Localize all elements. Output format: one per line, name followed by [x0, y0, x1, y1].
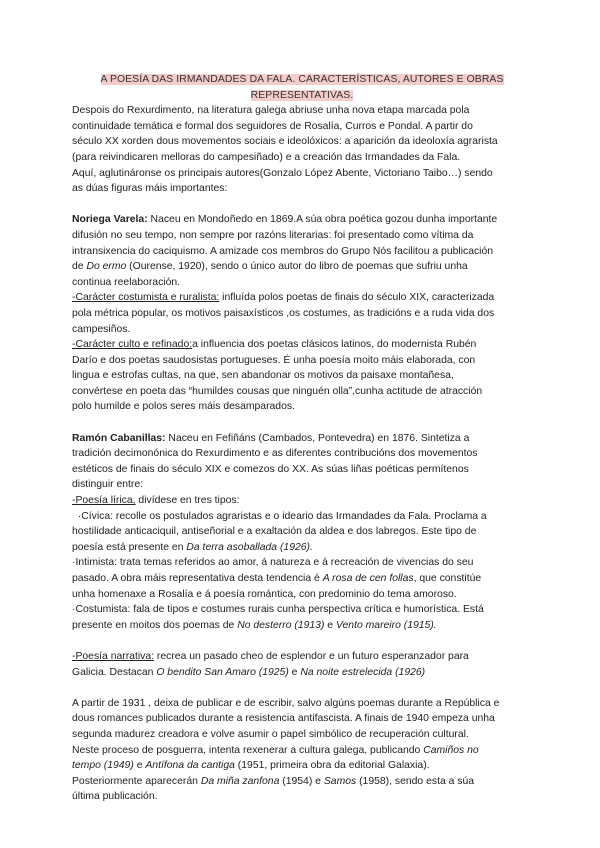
subheading: -Carácter culto e refinado:	[72, 339, 193, 351]
work-title: No desterro (1913)	[237, 619, 325, 631]
work-title: A rosa de cen follas	[322, 573, 414, 584]
work-title: Antífona da cantiga	[145, 760, 235, 772]
noriega-section: Noriega Varela: Naceu en Mondoñedo en 1869.A súa obra poética gozou dunha importante difusión no seu tempo, non sempre por razóns literarias: foi presentado como vítima da intransixencia do caciquismo. A amizade cos membros do Grupo Nós facilitou a publicación de Do ermo (Ourense, 1920), sendo o único autor do libro de poemas que sufriu unha continua reelaboración. -Carácter costumista e ruralista: influída polos poetas de finais do século XIX, caracterizada pola métrica popular, os motivos paisaxísticos ,os costumes, as tradicións e a ruda vida dos campesiños. -Carácter culto e refinado:a influencia dos poetas clásicos latinos, do modernista Rubén Darío e dos poetas saudosistas portugueses. É unha poesía moito máis elaborada, con lingua e estrofas cultas, na que, sen abandonar os motivos da paisaxe montañesa, convértese en poeta das “humildes cousas que ninguén olla”,cunha actitude de atracción polo humilde e polos seres máis desamparados.	[72, 214, 498, 413]
document-title: A POESÍA DAS IRMANDADES DA FALA. CARACTERÍSTICAS, AUTORES E OBRAS REPRESENTATIVAS.	[100, 74, 504, 101]
subheading: -Poesía lírica,	[72, 495, 136, 507]
author-name: Ramón Cabanillas:	[72, 432, 166, 444]
cabanillas-section: Ramón Cabanillas: Naceu en Fefiñáns (Cambados, Pontevedra) en 1876. Sintetiza a tradición decimonónica do Rexurdimento e as diferentes contribucións dos movementos estéticos de finais do século XIX e comezos do XX. As súas liñas poéticas permítenos distinguir entre: -Poesía lírica, divídese en tres tipos: ·Cívica: recolle os postulados agraristas e o ideario das Irmandades da Fala. Proclama a hostilidade anticaciquil, antiseñorial e a exaltación da aldea e dos labregos. Este tipo de poesía está presente en Da terra asoballada (1926). ·Intimista: trata temas referidos ao amor, á natureza e á recreación de vivencias do seu pasado. A obra máis representativa desta tendencia é A rosa de cen follas, que constitúe unha homenaxe a Rosalía e á poesía romántica, con predominio do tema amoroso. ·Costumista: fala de tipos e costumes rurais cunha perspectiva crítica e humorística. Está presente en moitos dos poemas de No desterro (1913) e Vento mareiro (1915). -Poesía narrativa: recrea un pasado cheo de esplendor e un futuro esperanzador para Galicia. Destacan O bendito San Amaro (1925) e Na noite estrelecida (1926) A partir de 1931 , deixa de publicar e de escribir, salvo algúns poemas durante a República e dous romances publicados durante a resistencia antifascista. A finais de 1940 empeza unha segunda madurez creadora e volve asumir o papel simbólico de recuperación cultural. Neste proceso de posguerra, intenta rexenerar a cultura galega, publicando Camiños no tempo (1949) e Antífona da cantiga (1951, primeira obra da editorial Galaxia). Posteriormente aparecerán Da miña zanfona (1954) e Samos (1958), sendo esta a súa última publicación.	[72, 432, 500, 803]
work-title: Na noite estrelecida (1926)	[300, 666, 426, 678]
work-title: Do ermo	[86, 261, 127, 273]
work-title: Da miña zanfona	[200, 775, 280, 787]
subheading: -Carácter costumista e ruralista:	[72, 292, 220, 304]
work-title: Camiños no	[423, 744, 479, 756]
work-title: Samos	[323, 775, 357, 787]
intro-paragraph: Despois do Rexurdimento, na literatura galega abriuse unha nova etapa marcada pola continuidade temática e formal dos seguidores de Rosalía, Curros e Pondal. A partir do século XX xorden dous movementos sociais e ideolóxicos: a aparición da ideoloxía agrarista (para reivindicaren melloras do campesiñado) e a creación das Irmandades da Fala. Aquí, aglutináronse os principais autores(Gonzalo López Abente, Victoriano Taibo…) sendo as dúas figuras máis importantes:	[72, 105, 498, 195]
work-title: Vento mareiro (1915).	[335, 619, 437, 631]
work-title: O bendito San Amaro (1925)	[156, 666, 289, 678]
subheading: -Poesía narrativa:	[72, 650, 155, 662]
document-page	[72, 72, 532, 805]
author-name: Noriega Varela:	[72, 214, 148, 226]
work-title: tempo (1949)	[72, 760, 134, 772]
work-title: Da terra asoballada (1926).	[186, 541, 313, 553]
